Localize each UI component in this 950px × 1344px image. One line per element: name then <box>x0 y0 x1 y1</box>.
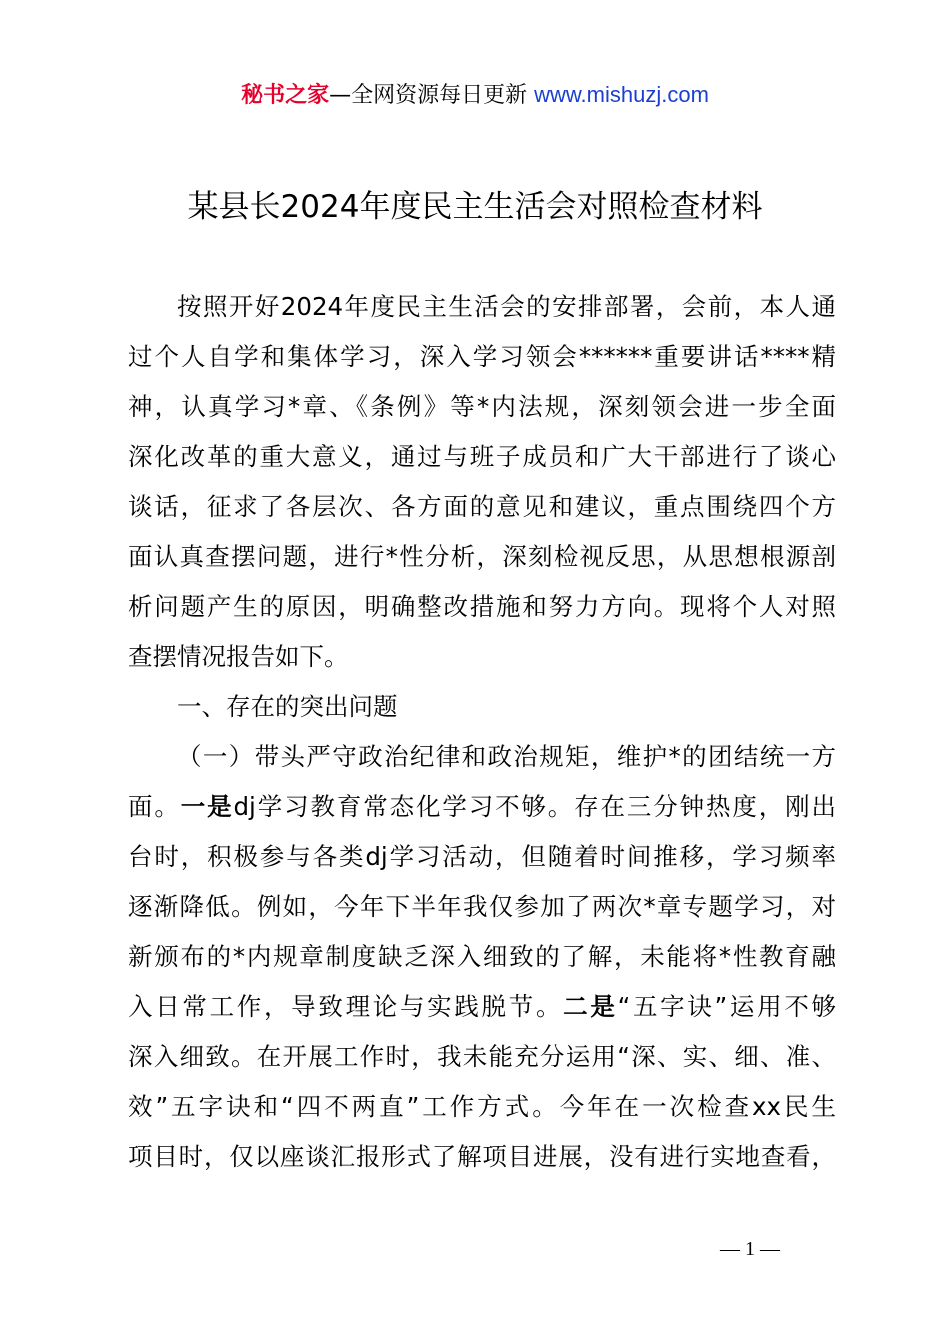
paragraph-line: 谈话，征求了各层次、各方面的意见和建议，重点围绕四个方 <box>128 492 836 521</box>
point-marker-one: 一是 <box>180 792 234 821</box>
paragraph-line: 析问题产生的原因，明确整改措施和努力方向。现将个人对照 <box>128 592 836 621</box>
document-title: 某县长2024年度民主生活会对照检查材料 <box>187 189 763 225</box>
site-header <box>0 80 950 111</box>
line-segment: 入日常工作，导致理论与实践脱节。 <box>128 992 564 1021</box>
paragraph-line: 新颁布的*内规章制度缺乏深入细致的了解，未能将*性教育融 <box>128 942 836 971</box>
header-slogan: —全网资源每日更新 <box>329 83 528 108</box>
document-body <box>128 282 836 1182</box>
paragraph-line: 项目时，仅以座谈汇报形式了解项目进展，没有进行实地查看， <box>128 1142 836 1171</box>
paragraph-line: 台时，积极参与各类dj学习活动，但随着时间推移，学习频率 <box>128 842 836 871</box>
site-url-link[interactable]: www.mishuzj.com <box>534 82 709 107</box>
line-segment: 面。 <box>128 792 181 821</box>
paragraph-line: 神，认真学习*章、《条例》等*内法规，深刻领会进一步全面 <box>128 392 836 421</box>
paragraph-line <box>128 982 836 1032</box>
paragraph-line: 面认真查摆问题，进行*性分析，深刻检视反思，从思想根源剖 <box>128 542 836 571</box>
paragraph-line: 逐渐降低。例如，今年下半年我仅参加了两次*章专题学习，对 <box>128 892 836 921</box>
section-heading: 一、存在的突出问题 <box>177 692 398 721</box>
paragraph-line <box>128 782 836 832</box>
page-number: — 1 — <box>720 1238 780 1260</box>
point-marker-two: 二是 <box>563 992 618 1021</box>
subsection-heading: （一）带头严守政治纪律和政治规矩，维护*的团结统一方 <box>177 742 836 771</box>
paragraph-line: 过个人自学和集体学习，深入学习领会******重要讲话****精 <box>128 342 836 371</box>
paragraph-line: 效”五字诀和“四不两直”工作方式。今年在一次检查xx民生 <box>128 1092 836 1121</box>
brand-name: 秘书之家 <box>241 83 330 108</box>
paragraph-line: 深入细致。在开展工作时，我未能充分运用“深、实、细、准、 <box>128 1042 836 1071</box>
line-segment: “五字诀”运用不够 <box>617 992 837 1021</box>
paragraph-line: 查摆情况报告如下。 <box>128 642 349 671</box>
line-segment: dj学习教育常态化学习不够。存在三分钟热度，刚出 <box>233 792 837 821</box>
paragraph-line: 深化改革的重大意义，通过与班子成员和广大干部进行了谈心 <box>128 442 836 471</box>
paragraph-line: 按照开好2024年度民主生活会的安排部署，会前，本人通 <box>177 292 836 321</box>
